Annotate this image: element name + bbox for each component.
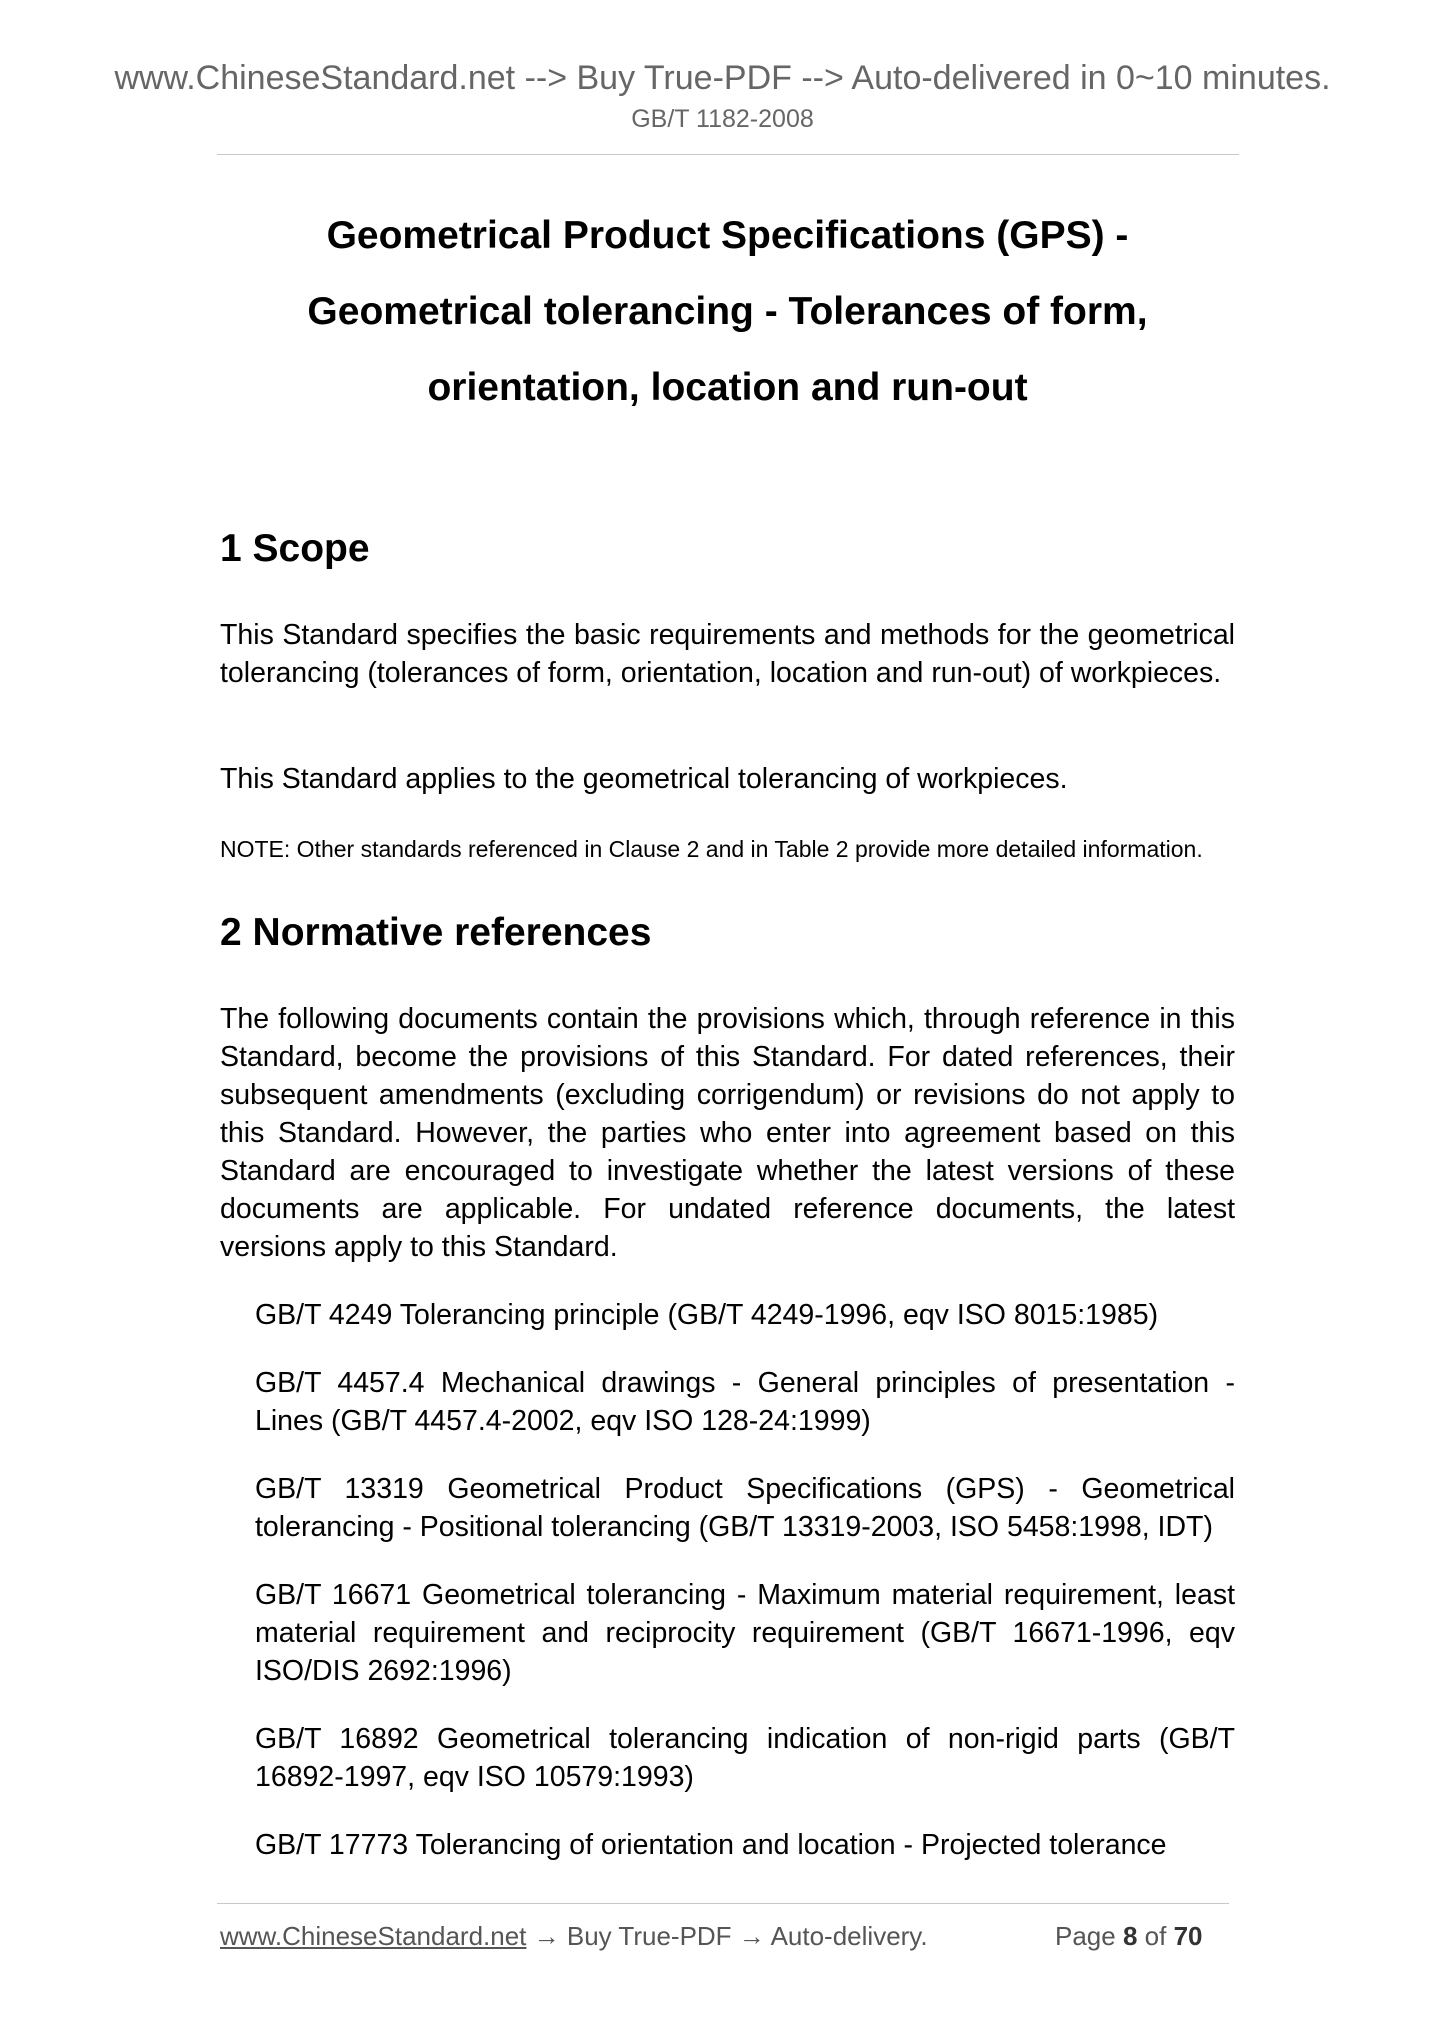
page-label: Page: [1055, 1921, 1116, 1951]
reference-item: GB/T 4249 Tolerancing principle (GB/T 4249-1996, eqv ISO 8015:1985): [255, 1299, 1159, 1331]
scope-paragraph-1: This Standard specifies the basic requirements and methods for the geometrical tolerancing (tolerances of form, orientation, location and run-out) of workpieces.: [220, 619, 1235, 689]
scope-note: NOTE: Other standards referenced in Clause 2 and in Table 2 provide more detailed information.: [220, 836, 1203, 862]
section-heading-normative-references: 2 Normative references: [220, 911, 652, 954]
total-pages: 70: [1173, 1921, 1203, 1951]
title-line-1: Geometrical Product Specifications (GPS) -: [326, 214, 1129, 257]
page-indicator: [1055, 1920, 1203, 1952]
reference-item: GB/T 16892 Geometrical tolerancing indication of non-rigid parts (GB/T 16892-1997, eqv ISO 10579:1993): [255, 1723, 1235, 1793]
section-heading-scope: 1 Scope: [220, 527, 370, 570]
document-title: [220, 198, 1235, 426]
title-line-2: Geometrical tolerancing - Tolerances of form,: [307, 290, 1148, 333]
footer-divider: [217, 1903, 1229, 1904]
footer-promo-text: → Buy True-PDF → Auto-delivery.: [526, 1921, 928, 1951]
footer-promo: [220, 1920, 928, 1952]
footer-site-link[interactable]: www.ChineseStandard.net: [220, 1921, 527, 1951]
reference-item: GB/T 16671 Geometrical tolerancing - Maximum material requirement, least material requirement and reciprocity requirement (GB/T 16671-1996, eqv ISO/DIS 2692:1996): [255, 1579, 1235, 1687]
header-banner: www.ChineseStandard.net --> Buy True-PDF --> Auto-delivered in 0~10 minutes.: [114, 59, 1331, 97]
of-label: of: [1144, 1921, 1167, 1951]
header-divider: [217, 154, 1239, 155]
scope-paragraph-2: This Standard applies to the geometrical tolerancing of workpieces.: [220, 763, 1068, 795]
references-intro-paragraph: The following documents contain the provisions which, through reference in this Standard, become the provisions of this Standard. For dated references, their subsequent amendments (excluding corrigendum) or revisions do not apply to this Standard. However, the parties who enter into agreement based on this Standard are encouraged to investigate whether the latest versions of these documents are applicable. For undated reference documents, the latest versions apply to this Standard.: [220, 1003, 1235, 1263]
reference-item: GB/T 17773 Tolerancing of orientation and location - Projected tolerance: [255, 1829, 1167, 1861]
reference-item: GB/T 4457.4 Mechanical drawings - General principles of presentation - Lines (GB/T 4457.4-2002, eqv ISO 128-24:1999): [255, 1367, 1235, 1437]
page-number: 8: [1122, 1921, 1138, 1951]
title-line-3: orientation, location and run-out: [427, 366, 1028, 409]
reference-item: GB/T 13319 Geometrical Product Specifications (GPS) - Geometrical tolerancing - Positional tolerancing (GB/T 13319-2003, ISO 5458:1998, IDT): [255, 1473, 1235, 1543]
document-code: GB/T 1182-2008: [631, 105, 814, 133]
